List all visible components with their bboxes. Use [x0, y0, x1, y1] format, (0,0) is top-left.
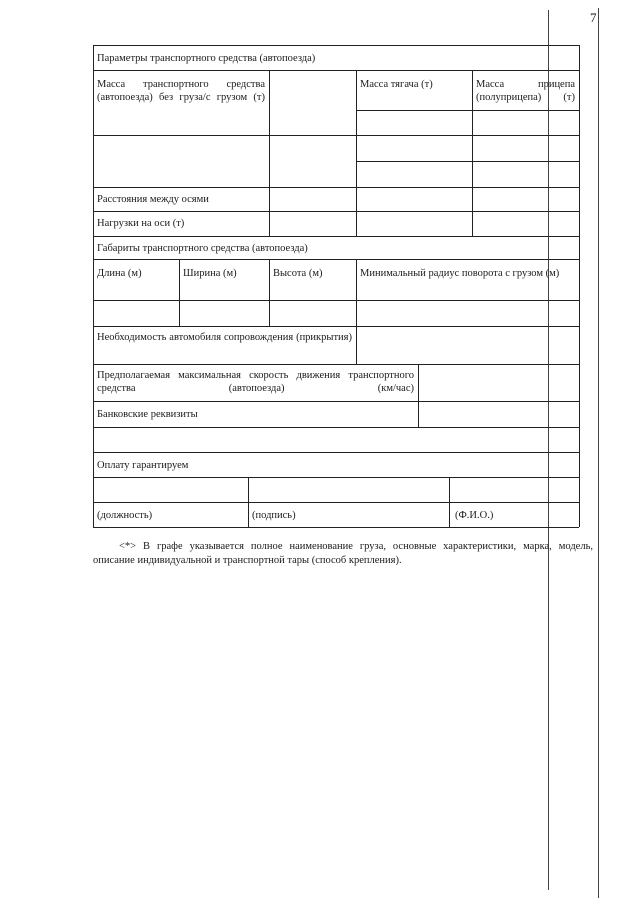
row-line [93, 326, 579, 327]
col-line [179, 259, 180, 326]
row-line [356, 110, 579, 111]
row-line [93, 364, 579, 365]
trailer-mass-label: Масса прицепа (полуприцепа) (т) [476, 79, 575, 103]
row-line [356, 161, 579, 162]
col-line [449, 477, 450, 527]
width-label: Ширина (м) [183, 268, 237, 279]
col-line [269, 259, 270, 326]
height-label: Высота (м) [273, 268, 323, 279]
border [93, 45, 94, 527]
col-line [269, 70, 270, 236]
footnote: <*> В графе указывается полное наименование груза, основные характеристики, марка, модель, описание индивидуальной и транспортной тары (способ крепления). [93, 541, 593, 566]
page-number: 7 [590, 10, 597, 25]
escort-needed-label: Необходимость автомобиля сопровождения (прикрытия) [97, 332, 352, 343]
bank-details-label: Банковские реквизиты [97, 409, 198, 420]
row-line [93, 452, 579, 453]
margin-line [598, 8, 599, 898]
row-line [93, 70, 579, 71]
row-line [93, 135, 579, 136]
col-line [472, 70, 473, 236]
signature-caption: (подпись) [252, 510, 296, 521]
col-line [356, 259, 357, 364]
full-name-caption: (Ф.И.О.) [455, 510, 494, 521]
row-line [93, 477, 579, 478]
row-line [93, 211, 579, 212]
row-line [93, 300, 579, 301]
col-line [356, 70, 357, 236]
dimensions-heading: Габариты транспортного средства (автопоезда) [97, 243, 308, 254]
turn-radius-label: Минимальный радиус поворота с грузом (м) [360, 268, 560, 279]
tractor-mass-label: Масса тягача (т) [360, 79, 433, 90]
border [93, 45, 579, 46]
length-label: Длина (м) [97, 268, 142, 279]
border [93, 527, 579, 528]
col-line [248, 477, 249, 527]
mass-label: Масса транспортного средства (автопоезда) без груза/с грузом (т) [97, 79, 265, 103]
row-line [93, 236, 579, 237]
permit-form-table [93, 45, 579, 527]
row-line [93, 259, 579, 260]
row-line [93, 427, 579, 428]
axle-distance-label: Расстояния между осями [97, 194, 209, 205]
row-line [93, 401, 579, 402]
payment-guarantee-label: Оплату гарантируем [97, 460, 189, 471]
row-line [93, 502, 579, 503]
border [579, 45, 580, 527]
max-speed-label: Предполагаемая максимальная скорость движения транспортного средства (автопоезда) (км/час) [97, 370, 414, 394]
row-line [93, 187, 579, 188]
vehicle-params-heading: Параметры транспортного средства (автопоезда) [97, 53, 316, 64]
position-caption: (должность) [97, 510, 153, 521]
axle-loads-label: Нагрузки на оси (т) [97, 218, 185, 229]
col-line [418, 364, 419, 427]
